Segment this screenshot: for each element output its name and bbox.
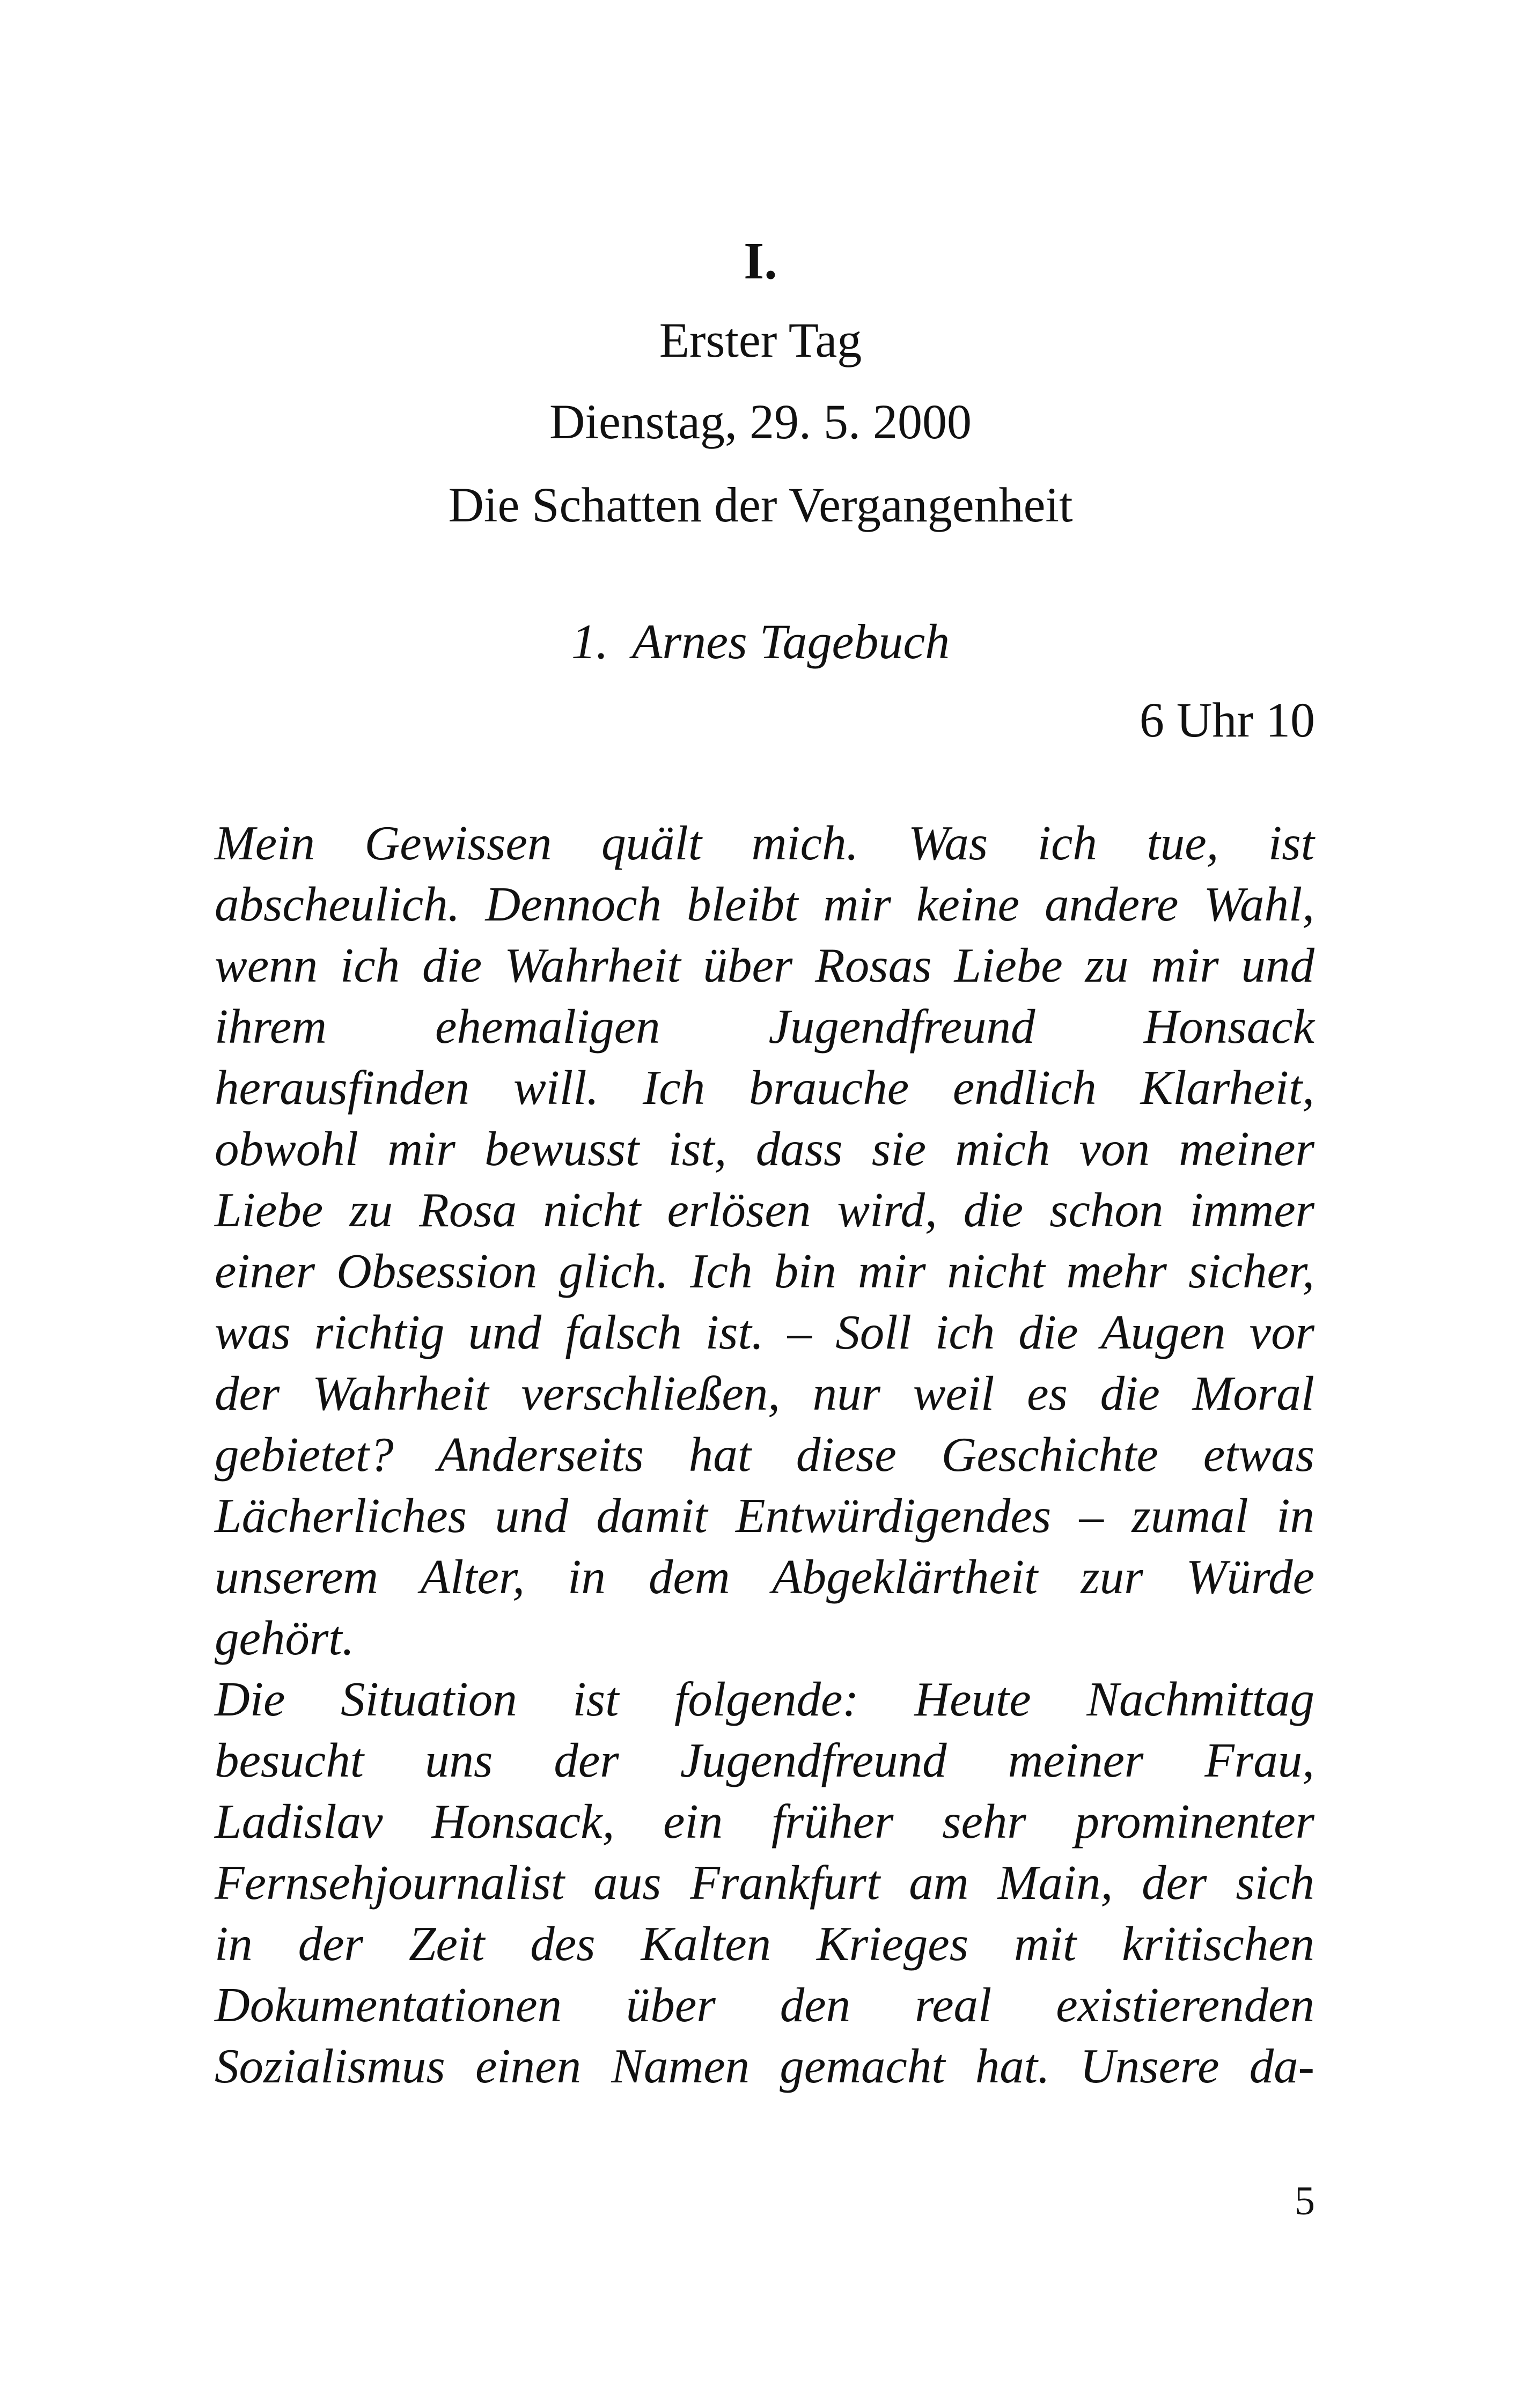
text-line: Fernsehjournalist aus Frankfurt am Main, der sich bbox=[215, 1855, 1314, 1910]
text-line: obwohl mir bewusst ist, dass sie mich von meiner bbox=[215, 1122, 1314, 1176]
text-line: unserem Alter, in dem Abgeklärtheit zur Würde bbox=[215, 1550, 1314, 1604]
text-line: gehört. bbox=[215, 1611, 355, 1665]
part-number: I. bbox=[744, 232, 777, 290]
text-line: wenn ich die Wahrheit über Rosas Liebe zu mir und bbox=[215, 938, 1314, 992]
text-line: der Wahrheit verschließen, nur weil es die Moral bbox=[215, 1366, 1314, 1420]
text-line: Lächerliches und damit Entwürdigendes – zumal in bbox=[215, 1489, 1314, 1543]
text-line: ihrem ehemaligen Jugendfreund Honsack bbox=[215, 999, 1314, 1054]
page-number: 5 bbox=[1295, 2178, 1315, 2223]
section-title: 1. Arnes Tagebuch bbox=[571, 614, 950, 669]
text-line: Mein Gewissen quält mich. Was ich tue, ist bbox=[215, 816, 1314, 870]
text-line: gebietet? Anderseits hat diese Geschichte etwas bbox=[215, 1427, 1314, 1482]
date-heading: Dienstag, 29. 5. 2000 bbox=[549, 394, 972, 449]
text-line: Ladislav Honsack, ein früher sehr prominenter bbox=[215, 1794, 1314, 1849]
diary-body-text bbox=[215, 813, 1314, 2097]
day-title: Erster Tag bbox=[659, 313, 862, 367]
text-line: was richtig und falsch ist. – Soll ich die Augen vor bbox=[215, 1305, 1314, 1359]
text-line: Liebe zu Rosa nicht erlösen wird, die schon immer bbox=[215, 1183, 1314, 1237]
text-line: Die Situation ist folgende: Heute Nachmittag bbox=[215, 1672, 1314, 1726]
text-line: in der Zeit des Kalten Krieges mit kritischen bbox=[215, 1917, 1314, 1971]
chapter-title: Die Schatten der Vergangenheit bbox=[448, 477, 1073, 532]
text-line: herausfinden will. Ich brauche endlich Klarheit, bbox=[215, 1061, 1314, 1115]
text-line: Dokumentationen über den real existierenden bbox=[215, 1978, 1314, 2032]
text-line: besucht uns der Jugendfreund meiner Frau, bbox=[215, 1733, 1314, 1787]
text-line: abscheulich. Dennoch bleibt mir keine andere Wahl, bbox=[215, 877, 1314, 931]
diary-time: 6 Uhr 10 bbox=[1139, 693, 1315, 747]
text-line: einer Obsession glich. Ich bin mir nicht mehr sicher, bbox=[215, 1244, 1314, 1298]
text-line: Sozialismus einen Namen gemacht hat. Unsere da- bbox=[215, 2039, 1314, 2093]
